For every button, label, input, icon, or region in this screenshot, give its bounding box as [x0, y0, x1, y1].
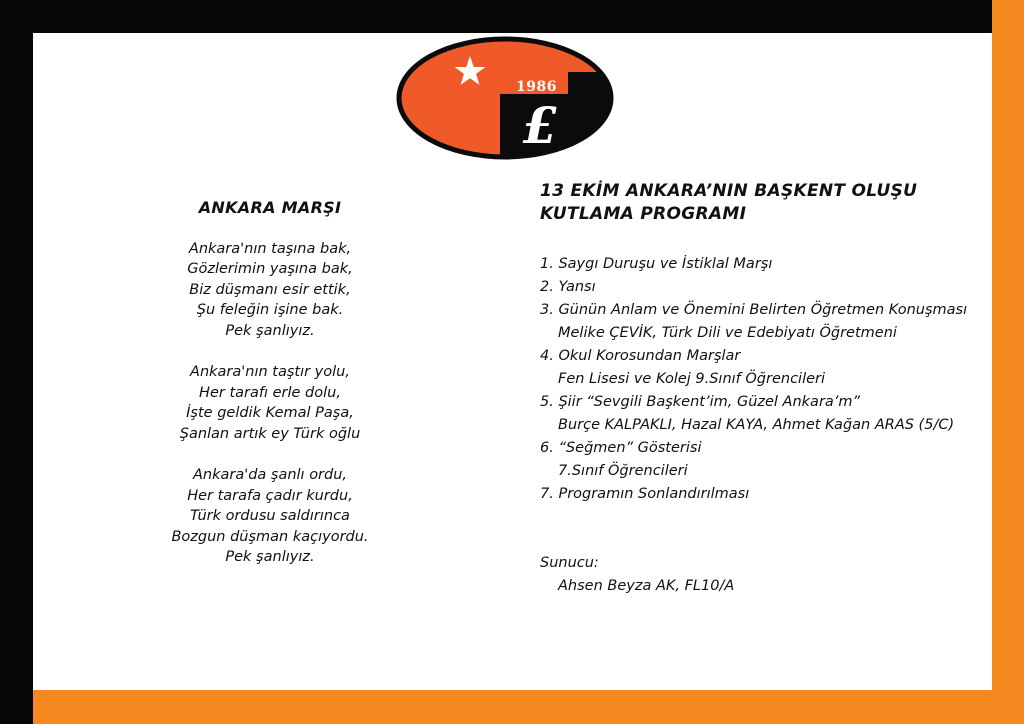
program-section	[540, 180, 985, 598]
poem-line: Biz düşmanı esir ettik,	[189, 281, 351, 298]
program-item: 2. Yansı	[540, 279, 596, 295]
presenter-label: Sunucu:	[540, 555, 599, 571]
logo-symbol: £	[522, 96, 558, 155]
presenter-block	[540, 552, 985, 598]
frame-bottom-border	[33, 690, 1024, 724]
poem-stanza-1	[140, 239, 400, 342]
program-item-detail: Melike ÇEVİK, Türk Dili ve Edebiyatı Öğretmeni	[558, 325, 897, 341]
program-item: 7. Programın Sonlandırılması	[540, 486, 750, 502]
poem-stanza-2	[140, 362, 400, 444]
program-item: 3. Günün Anlam ve Önemini Belirten Öğretmen Konuşması	[540, 302, 968, 318]
poem-stanza-3	[140, 465, 400, 568]
program-title-line-1: 13 EKİM ANKARA’NIN BAŞKENT OLUŞU	[540, 181, 918, 201]
poem-line: Şu feleğin işine bak.	[196, 302, 344, 318]
poem-line: Ankara'da şanlı ordu,	[192, 467, 348, 483]
frame-right-border	[992, 0, 1024, 724]
poem-line: Şanlan artık ey Türk oğlu	[179, 425, 361, 442]
poem-line: Türk ordusu saldırınca	[190, 508, 350, 524]
program-title	[540, 180, 985, 226]
school-logo	[396, 36, 614, 160]
poem-line: Ankara'nın taşına bak,	[188, 240, 352, 257]
program-item: 4. Okul Korosundan Marşlar	[540, 348, 741, 364]
poem-line: Bozgun düşman kaçıyordu.	[171, 528, 369, 545]
poem-title: ANKARA MARŞI	[198, 198, 342, 217]
program-item: 1. Saygı Duruşu ve İstiklal Marşı	[540, 256, 773, 272]
program-title-line-2: KUTLAMA PROGRAMI	[540, 204, 747, 224]
poem-line: Her tarafı erle dolu,	[199, 384, 341, 401]
program-item-detail: Burçe KALPAKLI, Hazal KAYA, Ahmet Kağan ARAS (5/C)	[558, 417, 955, 433]
frame-top-border	[0, 0, 992, 33]
poem-line: Her tarafa çadır kurdu,	[187, 487, 353, 504]
program-item: 5. Şiir “Sevgili Başkent’im, Güzel Ankara’m”	[540, 394, 861, 410]
poem-section	[140, 198, 400, 589]
poem-line: Ankara'nın taştır yolu,	[190, 364, 350, 380]
program-item-detail: 7.Sınıf Öğrencileri	[558, 463, 688, 479]
logo-year: 1986	[516, 79, 557, 95]
presenter-name: Ahsen Beyza AK, FL10/A	[558, 578, 735, 594]
frame-left-border	[0, 0, 33, 724]
poem-line: Pek şanlıyız.	[225, 549, 315, 565]
poem-line: İşte geldik Kemal Paşa,	[186, 405, 354, 421]
program-item-detail: Fen Lisesi ve Kolej 9.Sınıf Öğrencileri	[558, 371, 826, 387]
program-item: 6. “Seğmen” Gösterisi	[540, 440, 702, 456]
poem-line: Gözlerimin yaşına bak,	[187, 261, 353, 277]
poem-line: Pek şanlıyız.	[225, 322, 315, 339]
